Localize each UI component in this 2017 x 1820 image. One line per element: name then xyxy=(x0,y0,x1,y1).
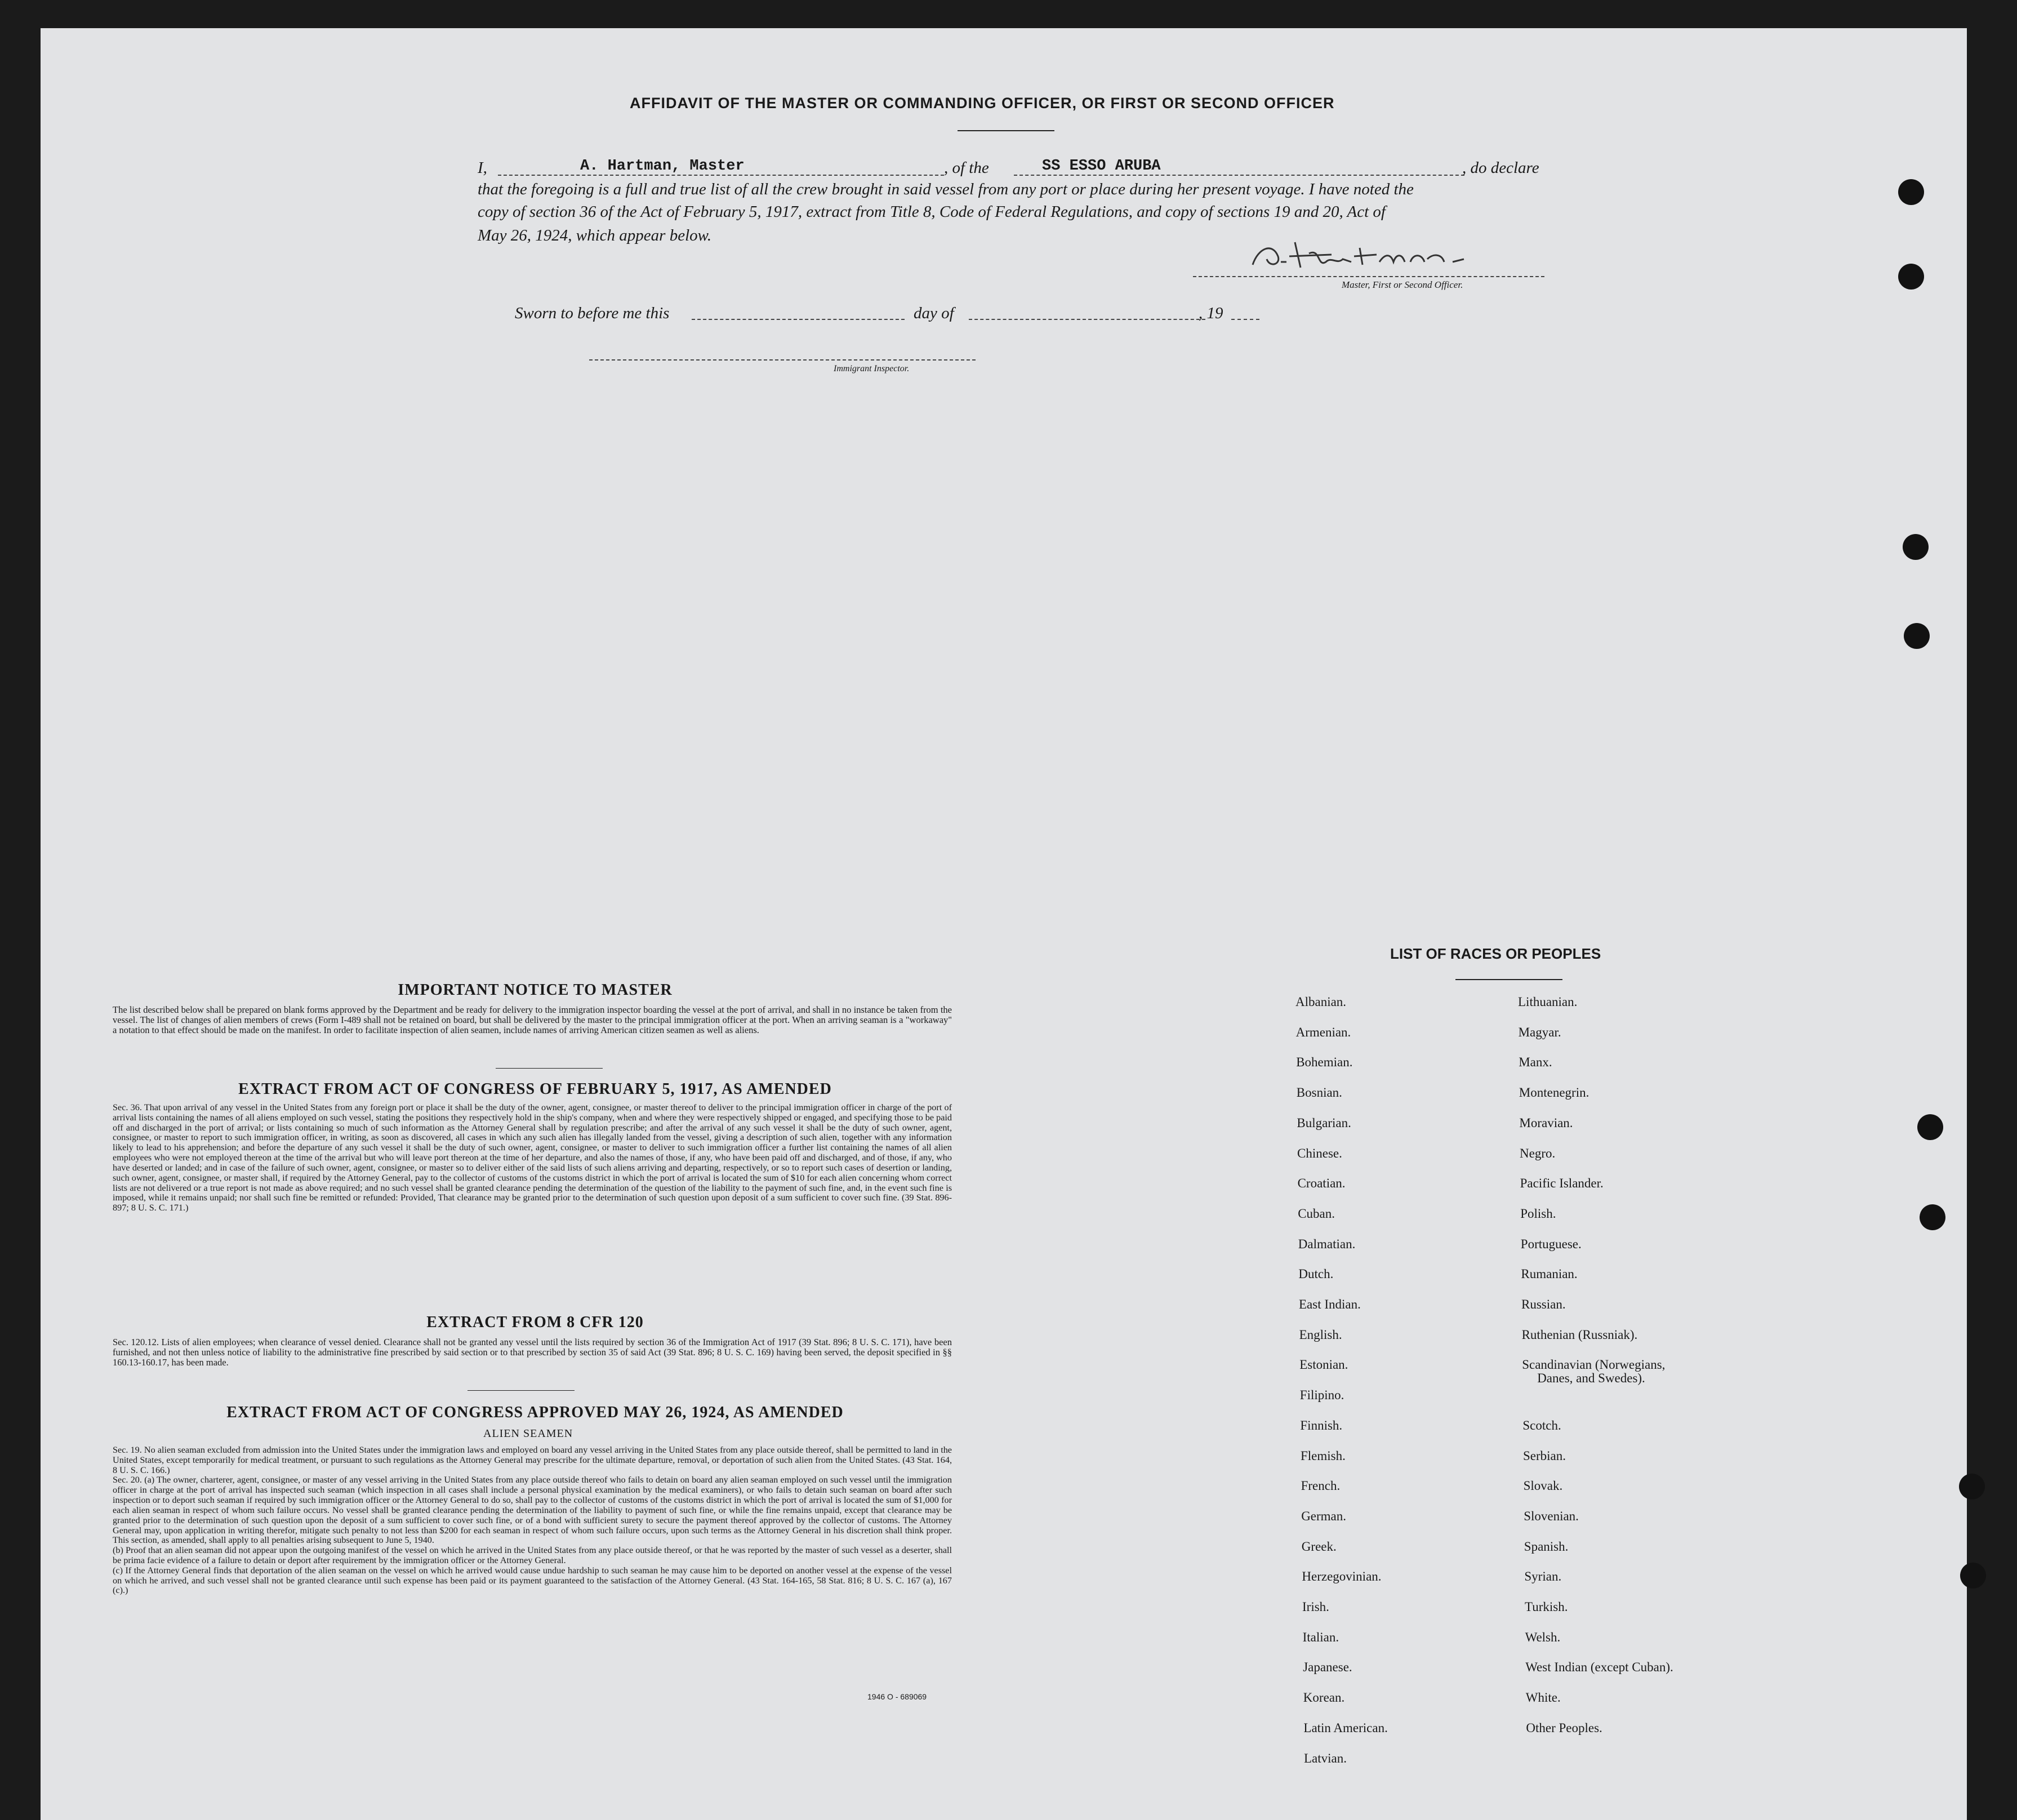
declaration-line-2: that the foregoing is a full and true list of all the crew brought in said vessel from any port or place during her present voyage. I have noted the xyxy=(478,180,1414,198)
day-of-label: day of xyxy=(914,304,954,322)
race-item: Portuguese. xyxy=(1520,1236,1582,1251)
race-item: Negro. xyxy=(1520,1146,1556,1160)
race-item: Slovenian. xyxy=(1524,1508,1579,1523)
race-item: Serbian. xyxy=(1523,1448,1566,1463)
race-item: Magyar. xyxy=(1518,1025,1561,1039)
punch-hole xyxy=(1960,1563,1986,1588)
race-item: French. xyxy=(1301,1479,1341,1493)
race-item: Bosnian. xyxy=(1296,1085,1342,1100)
sworn-label: Sworn to before me this xyxy=(515,304,670,322)
race-item: Turkish. xyxy=(1525,1600,1568,1614)
race-item: Japanese. xyxy=(1303,1660,1352,1675)
race-item: Manx. xyxy=(1519,1055,1552,1070)
declaration-line-3: copy of section 36 of the Act of February 5, 1917, extract from Title 8, Code of Federal Regulations, and copy of sections 19 and 20, Act of xyxy=(478,203,1386,221)
race-item: West Indian (except Cuban). xyxy=(1525,1660,1673,1675)
punch-hole xyxy=(1903,534,1929,560)
race-item: Greek. xyxy=(1301,1539,1337,1554)
punch-hole xyxy=(1898,179,1924,205)
extract3-subtitle: ALIEN SEAMEN xyxy=(483,1427,573,1440)
race-item: German. xyxy=(1301,1508,1347,1523)
extract3-title: EXTRACT FROM ACT OF CONGRESS APPROVED MAY 26, 1924, AS AMENDED xyxy=(226,1404,844,1421)
signature-line xyxy=(1193,276,1544,277)
race-item: Scandinavian (Norwegians, xyxy=(1522,1358,1666,1372)
race-item: Irish. xyxy=(1302,1600,1329,1614)
race-item: Chinese. xyxy=(1297,1146,1342,1160)
declaration-line-1 xyxy=(478,159,487,177)
race-item: Finnish. xyxy=(1300,1418,1343,1432)
extract2-title: EXTRACT FROM 8 CFR 120 xyxy=(426,1314,644,1331)
signature-caption: Master, First or Second Officer. xyxy=(1342,279,1463,290)
declaration-line-4: May 26, 1924, which appear below. xyxy=(478,226,712,244)
race-item: Flemish. xyxy=(1301,1448,1346,1463)
races-divider xyxy=(1455,979,1562,980)
race-item: Rumanian. xyxy=(1521,1267,1578,1281)
race-item: Bohemian. xyxy=(1296,1055,1353,1070)
race-item: English. xyxy=(1299,1327,1342,1342)
race-item: Russian. xyxy=(1521,1297,1566,1311)
year-blank xyxy=(1231,319,1259,320)
race-item: Pacific Islander. xyxy=(1520,1176,1604,1191)
punch-hole xyxy=(1898,264,1924,290)
print-code: 1946 O - 689069 xyxy=(867,1692,927,1701)
race-item: Dutch. xyxy=(1298,1267,1334,1281)
race-item: Croatian. xyxy=(1297,1176,1346,1191)
race-item: Filipino. xyxy=(1299,1388,1344,1403)
name-blank xyxy=(498,175,944,176)
race-item: Lithuanian. xyxy=(1518,995,1578,1009)
vessel-name: SS ESSO ARUBA xyxy=(1042,158,1161,175)
race-item: Herzegovinian. xyxy=(1302,1569,1382,1584)
race-item: Slovak. xyxy=(1523,1479,1563,1493)
race-item: Latvian. xyxy=(1304,1751,1347,1765)
day-blank xyxy=(969,319,1205,320)
race-item: Scotch. xyxy=(1522,1418,1561,1432)
race-item: Italian. xyxy=(1302,1630,1339,1644)
notice-title: IMPORTANT NOTICE TO MASTER xyxy=(398,981,673,999)
vessel-blank xyxy=(1014,175,1464,176)
extract3-text: Sec. 19. No alien seaman excluded from admission into the United States under the immigration laws and employed on board any vessel arriving in the United States from any place outside thereof, shall be permitted to land in the United States, except temporarily for medical treatment, or pursuant to such regulations as the Attorney General may prescribe for the ultimate departure, removal, or deportation of such alien from the United States. (43 Stat. 164, 8 U. S. C. 166.) Sec. 20. (a) The owner, charterer, agent, consignee, or master of any vessel arriving in the United States from any place outside thereof who fails to detain on board any alien seaman employed on such vessel until the immigration officer in charge at the port of arrival has inspected such seaman (which inspection in all cases shall include a personal physical examination by the medical examiners), or who fails to detain such seaman on board after such inspection or to deport such seaman if required by such immigration officer or the Attorney General to do so, shall pay to the collector of customs of the customs district in which the port of arrival is located the sum of $1,000 for each alien seaman in respect of whom such failure occurs. No vessel shall be granted clearance pending the determination of the liability to payment of such fine, or while the fine remains unpaid, except that clearance may be granted prior to the determination of such question upon the deposit of a sum sufficient to cover such fine, or of a bond with sufficient surety to secure the payment thereof approved by the collector of customs. The Attorney General may, upon application in writing therefor, mitigate such penalty to not less than $200 for each seaman in respect of whom such failure occurs, upon such terms as the Attorney General in his discretion shall think proper. This section, as amended, shall apply to all penalties arising subsequent to June 5, 1940. (b) Proof that an alien seaman did not appear upon the outgoing manifest of the vessel on which he arrived in the United States from any place outside thereof, or that he was reported by the master of such vessel as a deserter, shall be prima facie evidence of a failure to detain or deport after requirement by the immigration officer or the Attorney General. (c) If the Attorney General finds that deportation of the alien seaman on the vessel on which he arrived would cause undue hardship to such seaman he may cause him to be deported on another vessel at the expense of the vessel on which he arrived, and such vessel shall not be granted clearance until such expense has been paid or its payment guaranteed to the satisfaction of the Attorney General. (43 Stat. 164-165, 58 Stat. 816; 8 U. S. C. 167 (a), 167 (c).) xyxy=(113,1445,952,1596)
race-item: Montenegrin. xyxy=(1519,1085,1589,1100)
section-divider xyxy=(496,1068,603,1069)
extract1-title: EXTRACT FROM ACT OF CONGRESS OF FEBRUARY 5, 1917, AS AMENDED xyxy=(238,1080,832,1098)
inspector-line xyxy=(589,359,976,361)
of-the-label: , of the xyxy=(944,159,989,177)
race-item: Other Peoples. xyxy=(1526,1720,1602,1735)
affidavit-title: AFFIDAVIT OF THE MASTER OR COMMANDING OFFICER, OR FIRST OR SECOND OFFICER xyxy=(630,95,1335,112)
year-label: , 19 xyxy=(1199,304,1223,322)
extract2-text: Sec. 120.12. Lists of alien employees; when clearance of vessel denied. Clearance shall not be granted any vessel until the lists required by section 36 of the Immigration Act of 1917 (39 Stat. 896; 8 U. S. C. 171), have been furnished, and not then unless notice of liability to the administrative fine prescribed by said section or to that prescribed by section 35 of said Act (39 Stat. 896; 8 U. S. C. 169) having been served, the deposit specified in §§ 160.13-160.17, has been made. xyxy=(113,1337,952,1368)
races-title: LIST OF RACES OR PEOPLES xyxy=(1390,945,1601,962)
punch-hole xyxy=(1904,623,1930,649)
race-item: White. xyxy=(1525,1690,1561,1705)
race-item: Moravian. xyxy=(1519,1115,1573,1130)
section-divider xyxy=(467,1390,575,1391)
race-item: Estonian. xyxy=(1299,1358,1348,1372)
race-item: Danes, and Swedes). xyxy=(1537,1371,1645,1386)
punch-hole xyxy=(1959,1474,1985,1499)
notice-text: The list described below shall be prepared on blank forms approved by the Department and be ready for delivery to the immigration inspector boarding the vessel at the port of arrival, and shall in no instance be taken from the vessel. The list of changes of alien members of crews (Form I-489 shall not be retained on board, but shall be delivered by the master to the principal immigration officer at the port. When an arriving seaman is a "workaway" a notation to that effect should be made on the manifest. In order to facilitate inspection of alien seamen, include names of arriving American citizen seamen as well as aliens. xyxy=(113,1004,952,1036)
race-item: Syrian. xyxy=(1524,1569,1562,1584)
race-item: Armenian. xyxy=(1295,1025,1351,1039)
master-signature xyxy=(1247,237,1529,276)
extract1-text: Sec. 36. That upon arrival of any vessel in the United States from any foreign port or place it shall be the duty of the owner, agent, consignee, or master thereof to deliver to the principal immigration officer in charge of the port of arrival lists containing the names of all aliens employed on such vessel, stating the positions they respectively hold in the ship's company, when and where they were respectively shipped or engaged, and specifying those to be paid off and discharged in the port of arrival; or lists containing so much of such information as the Attorney General shall by regulation prescribe; and after the arrival of any such vessel it shall be the duty of such owner, agent, consignee, or master to report to such immigration officer, in writing, as soon as discovered, all cases in which any such alien has illegally landed from the vessel, giving a description of such alien, together with any information likely to lead to his apprehension; and before the departure of any such vessel it shall be the duty of such owner, agent, consignee, or master to deliver to such immigration officer a further list containing the names of all alien employees who were not employed thereon at the time of the arrival but who will leave port thereon at the time of her departure, and also the names of those, if any, who have been paid off and discharged, and of those, if any, who have deserted or landed; and in case of the failure of such owner, agent, consignee, or master so to deliver either of the said lists of such aliens arriving and departing, respectively, or so to report such cases of desertion or landing, such owner, agent, consignee, or master shall, if required by the Attorney General, pay to the collector of customs of the customs district in which the port of arrival is located the sum of $10 for each alien concerning whom correct lists are not delivered or a true report is not made as above required; and no such vessel shall be granted clearance pending the determination of the question of the liability to the payment of such fine, and, in the event such fine is imposed, while it remains unpaid; nor shall such fine be remitted or refunded: Provided, That clearance may be granted prior to the determination of such question upon deposit of a sum sufficient to cover such fine. (39 Stat. 896-897; 8 U. S. C. 171.) xyxy=(113,1102,952,1213)
race-item: Cuban. xyxy=(1298,1206,1335,1221)
race-item: Latin American. xyxy=(1303,1720,1388,1735)
do-declare-label: , do declare xyxy=(1462,159,1539,177)
sworn-blank xyxy=(692,319,905,320)
race-item: Albanian. xyxy=(1295,995,1347,1009)
i-label: I, xyxy=(478,159,487,177)
punch-hole xyxy=(1920,1204,1945,1230)
title-divider xyxy=(958,130,1054,131)
race-item: Dalmatian. xyxy=(1298,1236,1356,1251)
race-item: East Indian. xyxy=(1299,1297,1361,1311)
race-item: Welsh. xyxy=(1525,1630,1561,1644)
race-item: Korean. xyxy=(1303,1690,1345,1705)
inspector-caption: Immigrant Inspector. xyxy=(834,364,910,373)
race-item: Ruthenian (Russniak). xyxy=(1521,1327,1638,1342)
race-item: Bulgarian. xyxy=(1297,1115,1351,1130)
race-item: Polish. xyxy=(1520,1206,1556,1221)
race-item: Spanish. xyxy=(1524,1539,1569,1554)
master-name: A. Hartman, Master xyxy=(580,158,745,175)
punch-hole xyxy=(1917,1114,1943,1140)
